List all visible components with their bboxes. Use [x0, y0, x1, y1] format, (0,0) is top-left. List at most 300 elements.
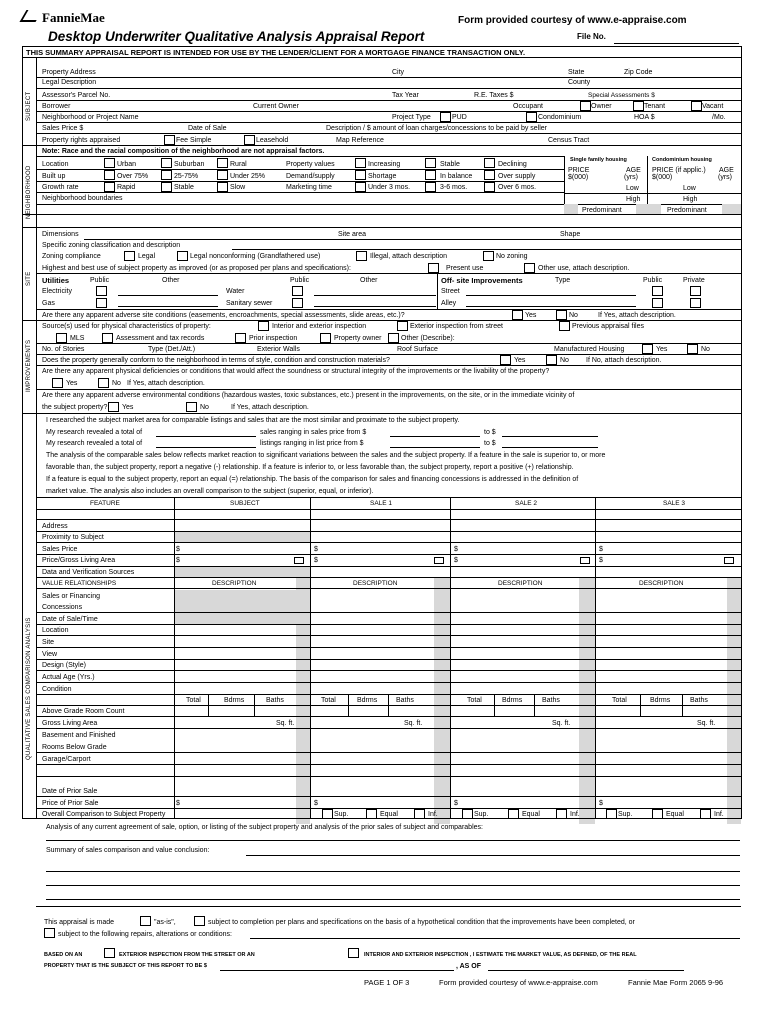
- property-value-label: PROPERTY THAT IS THE SUBJECT OF THIS REPORT TO BE $: [44, 963, 207, 969]
- prior-inspection-label: Prior inspection: [249, 335, 298, 342]
- adverse-site-question: Are there any apparent adverse site conditions (easements, encroachments, special assessments, slide areas, etc.)?: [42, 312, 405, 319]
- page-title: Desktop Underwriter Qualitative Analysis Appraisal Report: [48, 29, 425, 44]
- deficiencies-no-label: No: [112, 380, 121, 387]
- sf-housing-label: Single family housing: [570, 157, 627, 163]
- environmental-if-yes-label: If Yes, attach description.: [231, 404, 309, 411]
- state-label: State: [568, 69, 585, 76]
- water-label: Water: [226, 288, 245, 295]
- condo-age-label: AGE: [719, 167, 734, 174]
- over75-label: Over 75%: [117, 173, 149, 180]
- as-is-checkbox[interactable]: [140, 916, 151, 926]
- illegal-label: Illegal, attach description: [370, 253, 448, 260]
- ext-street-checkbox[interactable]: [397, 321, 408, 331]
- other-describe-label: Other (Describe):: [401, 335, 455, 342]
- subject-gla-dollar: $: [176, 557, 180, 564]
- over-supply-checkbox[interactable]: [484, 170, 495, 180]
- sewer-label: Sanitary sewer: [226, 300, 273, 307]
- under3-label: Under 3 mos.: [368, 184, 411, 191]
- owner-label: Owner: [591, 103, 612, 110]
- rapid-checkbox[interactable]: [104, 182, 115, 192]
- dimensions-label: Dimensions: [42, 231, 79, 238]
- side-label-subject: SUBJECT: [26, 91, 32, 121]
- sale1-equal-label: Equal: [380, 811, 398, 818]
- growth-rate-label: Growth rate: [42, 184, 79, 191]
- tax-year-label: Tax Year: [392, 92, 419, 99]
- shortage-checkbox[interactable]: [355, 170, 366, 180]
- subject-gla-ft-icon: [294, 557, 304, 564]
- sale2-sup-label: Sup.: [474, 811, 489, 818]
- over6-label: Over 6 mos.: [498, 184, 537, 191]
- sale2-inf-label: Inf.: [570, 811, 580, 818]
- int-ext-inspection-label: INTERIOR AND EXTERIOR INSPECTION , I ESTIMATE THE MARKET VALUE, AS DEFINED, OF THE REAL: [364, 952, 637, 958]
- prev-files-checkbox[interactable]: [559, 321, 570, 331]
- increasing-checkbox[interactable]: [355, 158, 366, 168]
- row-date-prior: Date of Prior Sale: [42, 788, 98, 795]
- row-overall: Overall Comparison to Subject Property: [42, 811, 166, 818]
- side-label-sales: QUALITATIVE SALES COMPARISON ANALYSIS: [26, 617, 32, 760]
- urban-checkbox[interactable]: [104, 158, 115, 168]
- manufactured-yes-checkbox[interactable]: [642, 344, 653, 354]
- col-sale1-header: SALE 1: [370, 500, 393, 507]
- rural-checkbox[interactable]: [217, 158, 228, 168]
- urban-label: Urban: [117, 161, 137, 168]
- sale2-bdrms-label: Bdrms: [502, 697, 523, 704]
- sale2-sqft-label: Sq. ft.: [552, 720, 571, 727]
- subject-description-header: DESCRIPTION: [212, 580, 257, 587]
- prior-inspection-checkbox[interactable]: [235, 333, 246, 343]
- row-view: View: [42, 651, 58, 658]
- rights-appraised-label: Property rights appraised: [42, 137, 121, 144]
- legal-nonconforming-label: Legal nonconforming (Grandfathered use): [190, 253, 321, 260]
- condo-predominant-label: Predominant: [667, 207, 707, 214]
- sale2-gla-ft-icon: [580, 557, 590, 564]
- file-no-label: File No.: [577, 32, 606, 41]
- sale3-inf-label: Inf.: [714, 811, 724, 818]
- as-is-label: "as-is",: [154, 919, 176, 926]
- site-area-label: Site area: [338, 231, 367, 238]
- sale3-baths-label: Baths: [690, 697, 708, 704]
- neighborhood-boundaries-label: Neighborhood boundaries: [42, 195, 123, 202]
- subject-to-repairs-label: subject to the following repairs, alterations or conditions:: [58, 931, 232, 938]
- listings-ranging-label: listings ranging in list price from $: [260, 440, 364, 447]
- row-price-prior: Price of Prior Sale: [42, 800, 99, 807]
- sale3-sup-label: Sup.: [618, 811, 633, 818]
- adverse-no-checkbox[interactable]: [556, 310, 567, 320]
- col-sale3-header: SALE 3: [663, 500, 686, 507]
- row-value-relationships: VALUE RELATIONSHIPS: [42, 580, 117, 587]
- environmental-no-checkbox[interactable]: [186, 402, 197, 412]
- page-number: PAGE 1 OF 3: [364, 978, 410, 987]
- offsite-private-label: Private: [683, 277, 705, 284]
- fanniemae-logo: [23, 10, 105, 26]
- col-feature-header: FEATURE: [90, 500, 120, 507]
- water-checkbox[interactable]: [292, 286, 303, 296]
- int-ext-checkbox[interactable]: [258, 321, 269, 331]
- environmental-no-label: No: [200, 404, 209, 411]
- conform-question: Does the property generally conform to the neighborhood in terms of style, condition and construction materials?: [42, 357, 390, 364]
- logo-text: FannieMae: [42, 10, 105, 25]
- sale1-baths-label: Baths: [396, 697, 414, 704]
- banner-text: THIS SUMMARY APPRAISAL REPORT IS INTENDED FOR USE BY THE LENDER/CLIENT FOR A MORTGAGE FINANCE TRANSACTION ONLY.: [26, 48, 526, 57]
- gas-label: Gas: [42, 300, 55, 307]
- sale1-total-label: Total: [321, 697, 336, 704]
- increasing-label: Increasing: [368, 161, 401, 168]
- no-zoning-checkbox[interactable]: [483, 251, 494, 261]
- row-sales-financing: Sales or Financing: [42, 593, 100, 600]
- sf-price-label: PRICE: [568, 167, 590, 174]
- no-zoning-label: No zoning: [496, 253, 528, 260]
- sale2-description-header: DESCRIPTION: [498, 580, 543, 587]
- row-address: Address: [42, 523, 68, 530]
- deficiencies-if-yes-label: If Yes, attach description.: [127, 380, 205, 387]
- leasehold-label: Leasehold: [256, 137, 289, 144]
- analysis-para-1: The analysis of the comparable sales below reflects market reaction to significant variations between the sales and the subject property. If a feature in the sale is superior to, or more: [46, 452, 606, 459]
- pud-label: PUD: [452, 114, 467, 121]
- location-label: Location: [42, 161, 69, 168]
- street-label: Street: [441, 288, 460, 295]
- under3-checkbox[interactable]: [355, 182, 366, 192]
- re-taxes-label: R.E. Taxes $: [474, 92, 514, 99]
- sale3-gla-dollar: $: [599, 557, 603, 564]
- p25-75-checkbox[interactable]: [161, 170, 172, 180]
- adverse-if-yes-label: If Yes, attach description.: [598, 312, 676, 319]
- alley-private-checkbox[interactable]: [690, 298, 701, 308]
- neighborhood-project-label: Neighborhood or Project Name: [42, 114, 139, 121]
- row-price-gla: Price/Gross Living Area: [42, 557, 116, 564]
- sales-to-label: to $: [484, 429, 496, 436]
- row-actual-age: Actual Age (Yrs.): [42, 674, 95, 681]
- date-of-sale-label: Date of Sale: [188, 125, 227, 132]
- sf-predominant-label: Predominant: [582, 207, 622, 214]
- adverse-yes-label: Yes: [525, 312, 537, 319]
- zoning-compliance-label: Zoning compliance: [42, 253, 101, 260]
- shape-label: Shape: [560, 231, 581, 238]
- p25-75-label: 25-75%: [174, 173, 199, 180]
- subject-to-repairs-checkbox[interactable]: [44, 928, 55, 938]
- ext-inspection-checkbox[interactable]: [104, 948, 115, 958]
- manufactured-no-checkbox[interactable]: [687, 344, 698, 354]
- condo-k000-label: $(000): [652, 174, 673, 181]
- occupant-vacant-checkbox[interactable]: [691, 101, 702, 111]
- zoning-class-label: Specific zoning classification and description: [42, 242, 181, 249]
- stable-growth-checkbox[interactable]: [161, 182, 172, 192]
- analysis-para-4: market value. The analysis also includes an overall comparison to the subject (superior, equal, or inferior).: [46, 488, 374, 495]
- utilities-other-label: Other: [162, 277, 180, 284]
- courtesy-header: Form provided courtesy of www.e-appraise.com: [458, 15, 687, 26]
- row-garage: Garage/Carport: [42, 756, 91, 763]
- leasehold-checkbox[interactable]: [244, 135, 255, 145]
- declining-label: Declining: [498, 161, 527, 168]
- conform-yes-checkbox[interactable]: [500, 355, 511, 365]
- in-balance-checkbox[interactable]: [425, 170, 436, 180]
- census-tract-label: Census Tract: [548, 137, 590, 144]
- built-up-label: Built up: [42, 173, 66, 180]
- stable-growth-label: Stable: [174, 184, 194, 191]
- as-of-label: , AS OF: [456, 963, 482, 970]
- m3-6-checkbox[interactable]: [425, 182, 436, 192]
- sale2-total-label: Total: [467, 697, 482, 704]
- sf-high-label: High: [626, 196, 641, 203]
- condominium-label: Condominium: [538, 114, 582, 121]
- condo-price-label: PRICE (if applic.): [652, 167, 706, 174]
- prev-files-label: Previous appraisal files: [572, 323, 644, 330]
- tenant-label: Tenant: [644, 103, 666, 110]
- sale2-baths-label: Baths: [542, 697, 560, 704]
- offsite-improvements-label: Off- site Improvements: [441, 276, 523, 285]
- adverse-no-label: No: [569, 312, 578, 319]
- row-sales-price: Sales Price: [42, 546, 78, 553]
- map-reference-label: Map Reference: [336, 137, 384, 144]
- sale3-sqft-label: Sq. ft.: [697, 720, 716, 727]
- legal-nonconforming-checkbox[interactable]: [177, 251, 188, 261]
- row-location: Location: [42, 627, 69, 634]
- illegal-checkbox[interactable]: [356, 251, 367, 261]
- suburban-checkbox[interactable]: [161, 158, 172, 168]
- occupant-label: Occupant: [513, 103, 543, 110]
- sf-yrs-label: (yrs): [624, 174, 638, 181]
- form-number: Fannie Mae Form 2065 9-96: [628, 978, 724, 987]
- environmental-yes-checkbox[interactable]: [108, 402, 119, 412]
- offsite-type-label: Type: [555, 277, 571, 284]
- row-date-sale: Date of Sale/Time: [42, 616, 98, 623]
- sale3-bdrms-label: Bdrms: [650, 697, 671, 704]
- analysis-para-3: If a feature is equal to the subject property, report an equal (=) relationship. The basis of the comparison for sales and financing concessions is addressed in the definition of: [46, 476, 579, 483]
- sale3-gla-ft-icon: [724, 557, 734, 564]
- sf-low-label: Low: [626, 185, 639, 192]
- slow-label: Slow: [230, 184, 246, 191]
- subject-baths-label: Baths: [266, 697, 284, 704]
- suburban-label: Suburban: [174, 161, 205, 168]
- utilities-public-label: Public: [90, 277, 110, 284]
- deficiencies-no-checkbox[interactable]: [98, 378, 109, 388]
- sf-k000-label: $(000): [568, 174, 589, 181]
- ext-inspection-label: EXTERIOR INSPECTION FROM THE STREET OR AN: [119, 952, 255, 958]
- sf-age-label: AGE: [626, 167, 641, 174]
- rural-label: Rural: [230, 161, 247, 168]
- subject-to-completion-checkbox[interactable]: [194, 916, 205, 926]
- gas-checkbox[interactable]: [96, 298, 107, 308]
- assessment-checkbox[interactable]: [102, 333, 113, 343]
- electricity-checkbox[interactable]: [96, 286, 107, 296]
- pud-checkbox[interactable]: [440, 112, 451, 122]
- analysis-agreement-label: Analysis of any current agreement of sale, option, or listing of the subject property and analysis of the prior sales of subject and comparables:: [46, 824, 483, 831]
- street-private-checkbox[interactable]: [690, 286, 701, 296]
- row-room-count: Above Grade Room Count: [42, 708, 125, 715]
- sale1-prior-dollar: $: [314, 800, 318, 807]
- conform-no-checkbox[interactable]: [546, 355, 557, 365]
- condo-yrs-label: (yrs): [718, 174, 732, 181]
- stable-label: Stable: [440, 161, 460, 168]
- col-subject-header: SUBJECT: [230, 500, 260, 507]
- deficiencies-question: Are there any apparent physical deficiencies or conditions that would affect the soundness or structural integrity of the improvements or the livability of the property?: [42, 368, 550, 375]
- researched-text: I researched the subject market area for comparable listings and sales that are the most similar and proximate to the subject property.: [46, 417, 460, 424]
- side-label-site: SITE: [26, 271, 32, 286]
- present-use-checkbox[interactable]: [428, 263, 439, 273]
- int-ext-inspection-checkbox[interactable]: [348, 948, 359, 958]
- sewer-checkbox[interactable]: [292, 298, 303, 308]
- side-label-improvements: IMPROVEMENTS: [26, 339, 32, 392]
- condo-high-label: High: [683, 196, 698, 203]
- street-public-checkbox[interactable]: [652, 286, 663, 296]
- m3-6-label: 3-6 mos.: [440, 184, 468, 191]
- fee-simple-label: Fee Simple: [176, 137, 212, 144]
- subject-prior-dollar: $: [176, 800, 180, 807]
- sale1-inf-label: Inf.: [428, 811, 438, 818]
- row-concessions: Concessions: [42, 604, 83, 611]
- property-owner-checkbox[interactable]: [320, 333, 331, 343]
- other-use-checkbox[interactable]: [524, 263, 535, 273]
- over-supply-label: Over supply: [498, 173, 536, 180]
- sale2-gla-dollar: $: [454, 557, 458, 564]
- conform-if-no-label: If No, attach description.: [586, 357, 662, 364]
- under25-checkbox[interactable]: [217, 170, 228, 180]
- declining-checkbox[interactable]: [484, 158, 495, 168]
- type-det-label: Type (Det./Att.): [148, 346, 196, 353]
- col-sale2-header: SALE 2: [515, 500, 538, 507]
- condominium-checkbox[interactable]: [526, 112, 537, 122]
- sale1-gla-ft-icon: [434, 557, 444, 564]
- occupant-tenant-checkbox[interactable]: [633, 101, 644, 111]
- city-label: City: [392, 69, 405, 76]
- subject-sales-price-dollar: $: [176, 546, 180, 553]
- sale2-price-dollar: $: [454, 546, 458, 553]
- row-below-grade: Rooms Below Grade: [42, 744, 107, 751]
- sale2-prior-dollar: $: [454, 800, 458, 807]
- condo-low-label: Low: [683, 185, 696, 192]
- present-use-label: Present use: [446, 265, 484, 272]
- mls-checkbox[interactable]: [56, 333, 67, 343]
- sale3-price-dollar: $: [599, 546, 603, 553]
- county-label: County: [568, 79, 591, 86]
- revealed-listings-label: My research revealed a total of: [46, 440, 143, 447]
- manufactured-no-label: No: [701, 346, 710, 353]
- marketing-time-label: Marketing time: [286, 184, 332, 191]
- conform-yes-label: Yes: [514, 357, 526, 364]
- utilities-other2-label: Other: [360, 277, 378, 284]
- stable-values-checkbox[interactable]: [425, 158, 436, 168]
- row-condition: Condition: [42, 686, 72, 693]
- utilities-public2-label: Public: [290, 277, 310, 284]
- special-assessments-label: Special Assessments $: [588, 92, 655, 99]
- condo-housing-label: Condominium housing: [652, 157, 712, 163]
- row-proximity: Proximity to Subject: [42, 534, 104, 541]
- environmental-subject-label: the subject property?: [42, 404, 108, 411]
- occupant-owner-checkbox[interactable]: [580, 101, 591, 111]
- sale1-bdrms-label: Bdrms: [357, 697, 378, 704]
- property-address-label: Property Address: [42, 69, 96, 76]
- deficiencies-yes-checkbox[interactable]: [52, 378, 63, 388]
- rapid-label: Rapid: [117, 184, 136, 191]
- utilities-label: Utilities: [42, 276, 70, 285]
- sources-label: Source(s) used for physical characteristics of property:: [42, 323, 211, 330]
- sale3-description-header: DESCRIPTION: [639, 580, 684, 587]
- hoa-label: HOA $: [634, 114, 655, 121]
- hoa-mo-label: /Mo.: [712, 114, 726, 121]
- mls-label: MLS: [70, 335, 85, 342]
- over75-checkbox[interactable]: [104, 170, 115, 180]
- borrower-label: Borrower: [42, 103, 71, 110]
- revealed-sales-label: My research revealed a total of: [46, 429, 143, 436]
- sales-price-label: Sales Price $: [42, 125, 84, 132]
- analysis-para-2: favorable than, the subject property, report a negative (-) relationship. If a feature is inferior to, or less favorable than, the subject property, report a positive (+) relationship.: [46, 464, 574, 471]
- exterior-walls-label: Exterior Walls: [257, 346, 300, 353]
- race-note: Note: Race and the racial composition of the neighborhood are not appraisal factors.: [42, 148, 325, 155]
- based-on-label: BASED ON AN: [44, 952, 83, 958]
- project-type-label: Project Type: [392, 114, 431, 121]
- sale1-sup-label: Sup.: [334, 811, 349, 818]
- subject-sqft-label: Sq. ft.: [276, 720, 295, 727]
- legal-description-label: Legal Description: [42, 79, 97, 86]
- subject-bdrms-label: Bdrms: [224, 697, 245, 704]
- vacant-label: Vacant: [702, 103, 724, 110]
- row-site: Site: [42, 639, 55, 646]
- side-label-neighborhood: NEIGHBORHOOD: [26, 165, 32, 219]
- appraisal-made-label: This appraisal is made: [44, 919, 115, 926]
- courtesy-footer: Form provided courtesy of www.e-appraise.com: [439, 978, 598, 987]
- sale3-equal-label: Equal: [666, 811, 684, 818]
- sale1-description-header: DESCRIPTION: [353, 580, 398, 587]
- ext-street-label: Exterior inspection from street: [410, 323, 503, 330]
- offsite-public-label: Public: [643, 277, 663, 284]
- slow-checkbox[interactable]: [217, 182, 228, 192]
- sale1-sqft-label: Sq. ft.: [404, 720, 423, 727]
- other-describe-checkbox[interactable]: [388, 333, 399, 343]
- listings-to-label: to $: [484, 440, 496, 447]
- logo-mark-icon: [20, 10, 43, 22]
- int-ext-label: Interior and exterior inspection: [272, 323, 367, 330]
- legal-label: Legal: [138, 253, 156, 260]
- demand-supply-label: Demand/supply: [286, 173, 335, 180]
- stories-label: No. of Stories: [42, 346, 85, 353]
- in-balance-label: In balance: [440, 173, 473, 180]
- assessment-label: Assessment and tax records: [116, 335, 205, 342]
- property-values-label: Property values: [286, 161, 335, 168]
- loan-charges-label: Description / $ amount of loan charges/concessions to be paid by seller: [326, 125, 548, 132]
- row-design: Design (Style): [42, 662, 86, 669]
- row-gla: Gross Living Area: [42, 720, 98, 727]
- electricity-label: Electricity: [42, 288, 72, 295]
- conform-no-label: No: [560, 357, 569, 364]
- alley-public-checkbox[interactable]: [652, 298, 663, 308]
- shortage-label: Shortage: [368, 173, 397, 180]
- other-use-label: Other use, attach description.: [538, 265, 630, 272]
- highest-best-use-label: Highest and best use of subject property as improved (or as proposed per plans and specifications):: [42, 265, 351, 272]
- deficiencies-yes-label: Yes: [66, 380, 78, 387]
- manufactured-label: Manufactured Housing: [554, 346, 625, 353]
- over6-checkbox[interactable]: [484, 182, 495, 192]
- sale3-prior-dollar: $: [599, 800, 603, 807]
- current-owner-label: Current Owner: [253, 103, 299, 110]
- roof-surface-label: Roof Surface: [397, 346, 438, 353]
- sale2-equal-label: Equal: [522, 811, 540, 818]
- under25-label: Under 25%: [230, 173, 266, 180]
- legal-checkbox[interactable]: [124, 251, 135, 261]
- sale1-gla-dollar: $: [314, 557, 318, 564]
- row-data-sources: Data and Verification Sources: [42, 569, 135, 576]
- property-owner-label: Property owner: [334, 335, 382, 342]
- fee-simple-checkbox[interactable]: [164, 135, 175, 145]
- alley-label: Alley: [441, 300, 457, 307]
- subject-to-completion-label: subject to completion per plans and specifications on the basis of a hypothetical condition that the improvements have been completed, or: [208, 919, 635, 926]
- sales-ranging-label: sales ranging in sales price from $: [260, 429, 367, 436]
- summary-label: Summary of sales comparison and value conclusion:: [46, 847, 210, 854]
- zip-label: Zip Code: [624, 69, 653, 76]
- adverse-yes-checkbox[interactable]: [512, 310, 523, 320]
- sale3-total-label: Total: [612, 697, 627, 704]
- environmental-yes-label: Yes: [122, 404, 134, 411]
- environmental-question: Are there any apparent adverse environmental conditions (hazardous wastes, toxic substances, etc.) present in the improvements, on the site, or in the immediate vicinity of: [42, 392, 575, 399]
- row-basement: Basement and Finished: [42, 732, 116, 739]
